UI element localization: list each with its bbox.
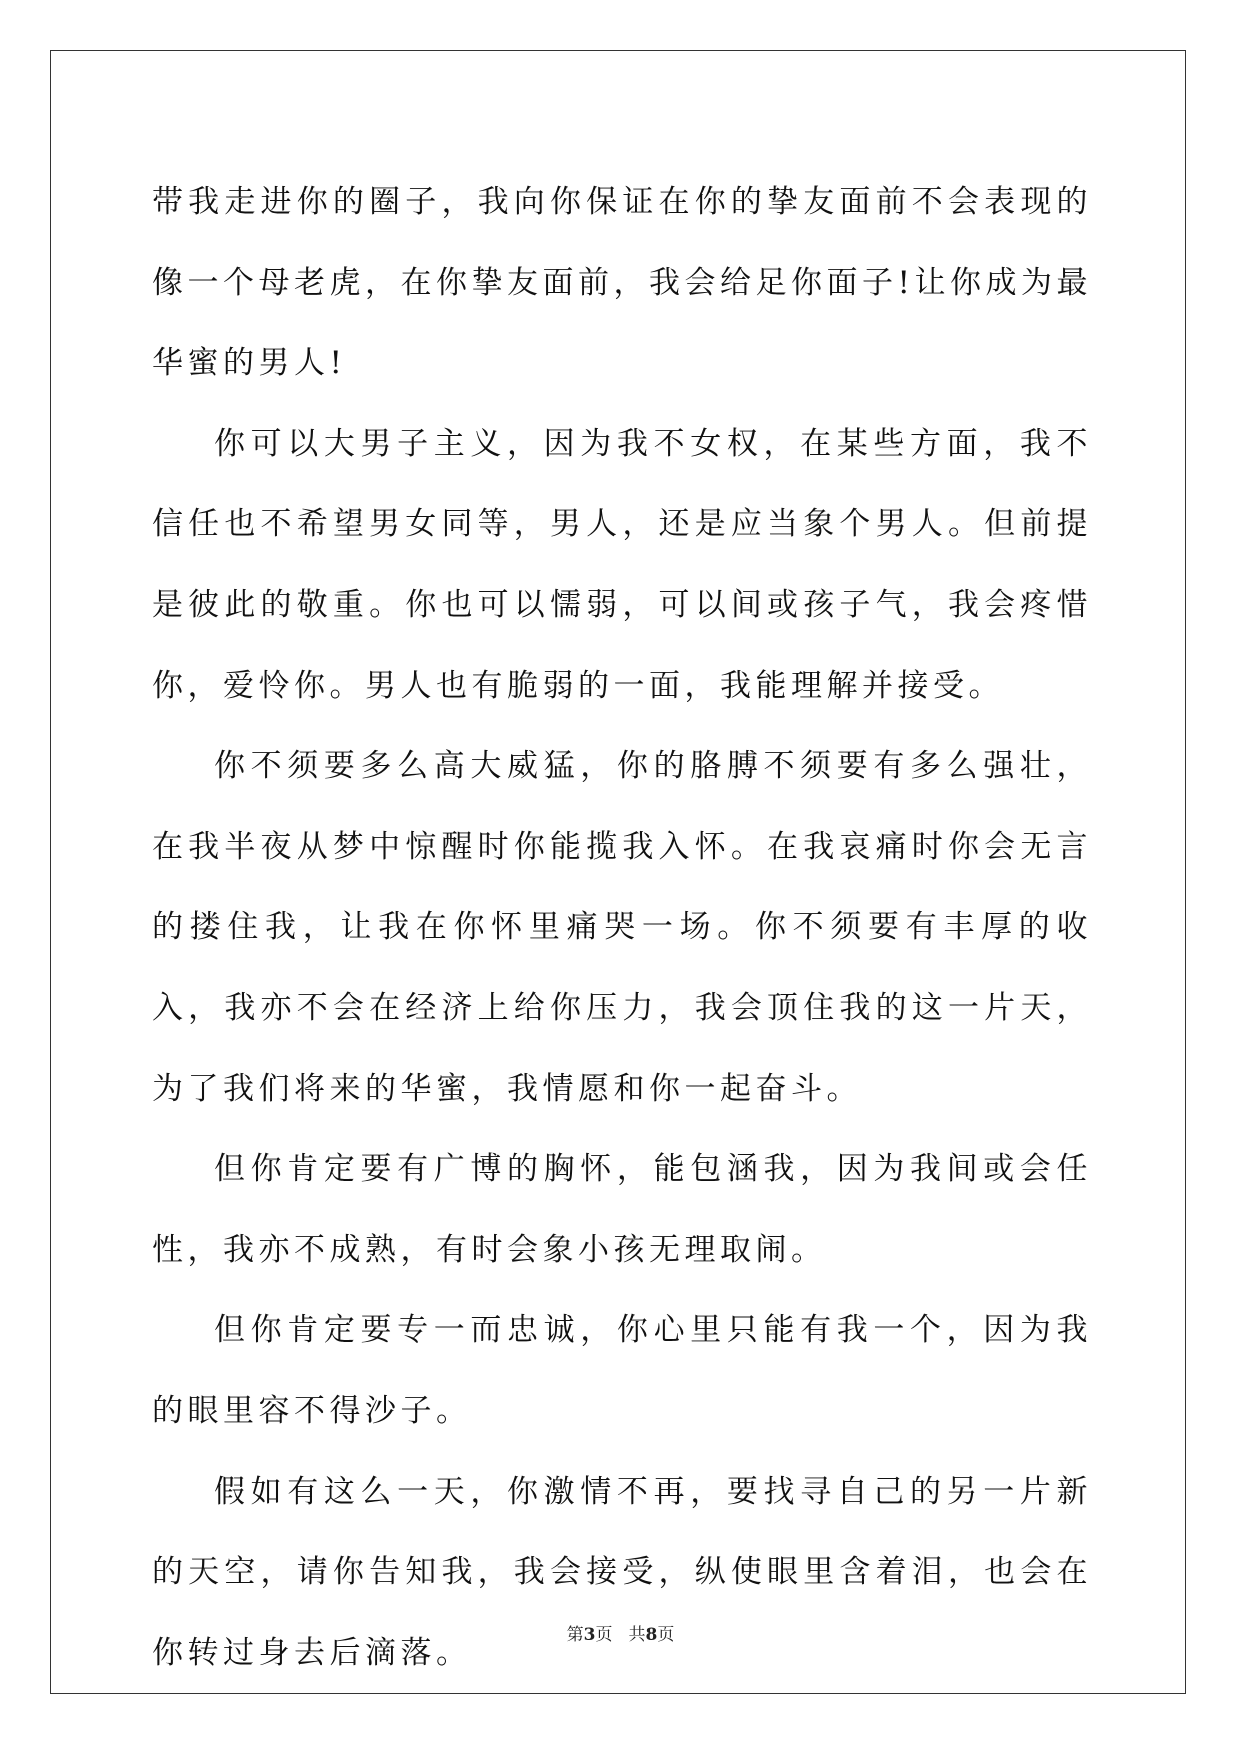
paragraph-3: 你不须要多么高大威猛，你的胳膊不须要有多么强壮，在我半夜从梦中惊醒时你能揽我入怀。在我哀痛时你会无言的搂住我，让我在你怀里痛哭一场。你不须要有丰厚的收入，我亦不会在经济上给你压力，我会顶住我的这一片天，为了我们将来的华蜜，我情愿和你一起奋斗。 <box>152 748 1092 1107</box>
paragraph-5: 但你肯定要专一而忠诚，你心里只能有我一个，因为我的眼里容不得沙子。 <box>152 1312 1092 1429</box>
page-current: 3 <box>583 1625 596 1645</box>
paragraph-4: 但你肯定要有广博的胸怀，能包涵我，因为我间或会任性，我亦不成熟，有时会象小孩无理取闹。 <box>152 1151 1092 1268</box>
page-footer <box>0 1620 1241 1645</box>
page-unit: 页 <box>595 1625 613 1645</box>
total-unit: 页 <box>657 1625 675 1645</box>
page-total: 8 <box>645 1625 658 1645</box>
document-body <box>152 162 1092 1693</box>
total-prefix: 共 <box>628 1625 646 1645</box>
page-prefix: 第 <box>566 1625 584 1645</box>
paragraph-1: 带我走进你的圈子，我向你保证在你的挚友面前不会表现的像一个母老虎，在你挚友面前，我会给足你面子!让你成为最华蜜的男人! <box>152 184 1092 382</box>
paragraph-2: 你可以大男子主义，因为我不女权，在某些方面，我不信任也不希望男女同等，男人，还是应当象个男人。但前提是彼此的敬重。你也可以懦弱，可以间或孩子气，我会疼惜你，爱怜你。男人也有脆弱的一面，我能理解并接受。 <box>152 425 1092 704</box>
paragraph-6: 假如有这么一天，你激情不再，要找寻自己的另一片新的天空，请你告知我，我会接受，纵使眼里含着泪，也会在你转过身去后滴落。 <box>152 1473 1092 1671</box>
